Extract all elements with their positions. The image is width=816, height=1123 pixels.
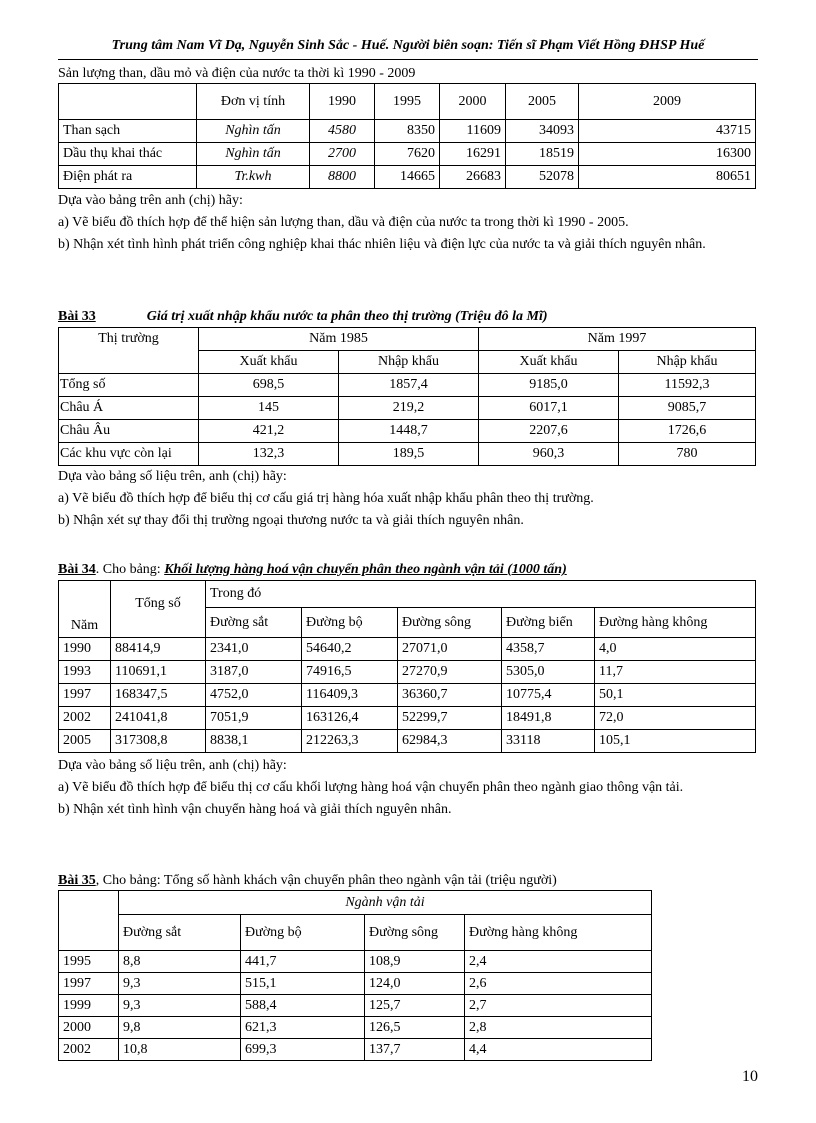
s3-header-row-1: [59, 581, 756, 608]
s3-title: Khối lượng hàng hoá vận chuyển phân theo ngành vận tải (1000 tấn): [164, 562, 567, 577]
s4-cell: 2000: [59, 1017, 119, 1039]
s2-questions: [58, 466, 755, 532]
s2-cell: 421,2: [199, 420, 339, 443]
s2-cell: 960,3: [479, 443, 619, 466]
s4-lead: , Cho bảng: Tổng số hành khách vận chuyển phân theo ngành vận tải (triệu người): [95, 873, 557, 888]
s1-intro: Dựa vào bảng trên anh (chị) hãy:: [58, 193, 243, 208]
s4-table: [58, 890, 652, 1061]
table-row: [59, 973, 652, 995]
s1-table: [58, 83, 756, 189]
s3-cell: 2005: [59, 730, 111, 753]
s3-intro: Dựa vào bảng số liệu trên, anh (chị) hãy:: [58, 758, 287, 773]
s2-h-import: Nhập khẩu: [619, 351, 756, 374]
s3-title-row: [58, 560, 755, 580]
s2-h-market: Thị trường: [59, 328, 199, 374]
s1-cell: 18519: [506, 143, 579, 166]
s3-question-a: a) Vẽ biểu đồ thích hợp để biểu thị cơ cấu khối lượng hàng hoá vận chuyển phân theo ngành giao thông vận tải.: [58, 780, 684, 795]
table-row: [59, 707, 756, 730]
s4-cell: 126,5: [365, 1017, 465, 1039]
s3-cell: 5305,0: [502, 661, 595, 684]
s2-title-row: [58, 307, 755, 327]
s2-h-1997: Năm 1997: [479, 328, 756, 351]
s1-cell: 7620: [375, 143, 440, 166]
s1-cell: Tr.kwh: [197, 166, 310, 189]
s1-cell: 43715: [579, 120, 756, 143]
s4-h-col: Đường sắt: [119, 915, 241, 951]
header-rule: [58, 59, 758, 60]
s3-questions: [58, 755, 755, 821]
s4-cell: 108,9: [365, 951, 465, 973]
table-row: [59, 951, 652, 973]
s1-question-b: b) Nhận xét tình hình phát triển công nghiệp khai thác nhiên liệu và điện lực của nước ta và giải thích nguyên nhân.: [58, 237, 706, 252]
s3-cell: 241041,8: [111, 707, 206, 730]
s1-h5: 2005: [506, 84, 579, 120]
s3-cell: 72,0: [595, 707, 756, 730]
s4-cell: 4,4: [465, 1039, 652, 1061]
s4-header-row-1: [59, 891, 652, 915]
s3-h-col: Đường sông: [398, 608, 502, 638]
s1-cell: 11609: [440, 120, 506, 143]
s3-cell: 62984,3: [398, 730, 502, 753]
s2-h-1985: Năm 1985: [199, 328, 479, 351]
s1-cell: Nghìn tấn: [197, 120, 310, 143]
s4-header-row-2: [59, 915, 652, 951]
s3-cell: 36360,7: [398, 684, 502, 707]
s2-h-export: Xuất khẩu: [199, 351, 339, 374]
s3-h-col: Đường hàng không: [595, 608, 756, 638]
table-row: [59, 730, 756, 753]
s3-cell: 33118: [502, 730, 595, 753]
s3-cell: 3187,0: [206, 661, 302, 684]
s1-h4: 2000: [440, 84, 506, 120]
s4-cell: 1997: [59, 973, 119, 995]
s1-cell: 34093: [506, 120, 579, 143]
s4-cell: 1995: [59, 951, 119, 973]
s2-table: [58, 327, 756, 466]
s1-h1: Đơn vị tính: [197, 84, 310, 120]
s3-lead: . Cho bảng:: [95, 562, 165, 577]
table-row: [59, 1039, 652, 1061]
table-row: [59, 420, 756, 443]
s3-cell: 1993: [59, 661, 111, 684]
s3-cell: 4358,7: [502, 638, 595, 661]
s3-h-among: Trong đó: [206, 581, 756, 608]
table-row: [59, 374, 756, 397]
s1-cell: 8800: [310, 166, 375, 189]
s4-cell: 8,8: [119, 951, 241, 973]
s1-title: Sản lượng than, dầu mỏ và điện của nước ta thời kì 1990 - 2009: [58, 66, 416, 81]
s4-cell: 2,6: [465, 973, 652, 995]
s3-cell: 168347,5: [111, 684, 206, 707]
s2-cell: Châu Âu: [59, 420, 199, 443]
s3-cell: 18491,8: [502, 707, 595, 730]
s4-cell: 441,7: [241, 951, 365, 973]
s1-cell: 8350: [375, 120, 440, 143]
s2-cell: Tổng số: [59, 374, 199, 397]
s4-cell: 137,7: [365, 1039, 465, 1061]
s3-cell: 317308,8: [111, 730, 206, 753]
table-row: [59, 120, 756, 143]
s3-cell: 54640,2: [302, 638, 398, 661]
s1-cell: Dầu thụ khai thác: [59, 143, 197, 166]
s3-question-b: b) Nhận xét tình hình vận chuyển hàng hoá và giải thích nguyên nhân.: [58, 802, 452, 817]
s4-cell: 2002: [59, 1039, 119, 1061]
s3-cell: 10775,4: [502, 684, 595, 707]
table-row: [59, 166, 756, 189]
s1-cell: Điện phát ra: [59, 166, 197, 189]
s3-cell: 27071,0: [398, 638, 502, 661]
s4-cell: 9,3: [119, 973, 241, 995]
s1-h2: 1990: [310, 84, 375, 120]
s2-cell: Các khu vực còn lại: [59, 443, 199, 466]
s3-cell: 110691,1: [111, 661, 206, 684]
s2-cell: 1726,6: [619, 420, 756, 443]
s3-table: [58, 580, 756, 753]
s3-cell: 1997: [59, 684, 111, 707]
s4-cell: 9,8: [119, 1017, 241, 1039]
table-row: [59, 1017, 652, 1039]
s1-cell: 80651: [579, 166, 756, 189]
table-row: [59, 397, 756, 420]
table-row: [59, 661, 756, 684]
s2-cell: 132,3: [199, 443, 339, 466]
table-row: [59, 684, 756, 707]
s4-title-row: [58, 871, 755, 891]
s2-cell: 219,2: [339, 397, 479, 420]
s3-cell: 11,7: [595, 661, 756, 684]
s1-h3: 1995: [375, 84, 440, 120]
s1-h6: 2009: [579, 84, 756, 120]
s4-cell: 125,7: [365, 995, 465, 1017]
s1-cell: 4580: [310, 120, 375, 143]
table-row: [59, 443, 756, 466]
s3-h-year: Năm: [59, 581, 111, 638]
s4-cell: 621,3: [241, 1017, 365, 1039]
s1-cell: 2700: [310, 143, 375, 166]
s2-title: Giá trị xuất nhập khẩu nước ta phân theo thị trường (Triệu đô la Mĩ): [146, 309, 548, 324]
s3-cell: 7051,9: [206, 707, 302, 730]
page-header: Trung tâm Nam Vĩ Dạ, Nguyễn Sinh Sắc - Huế. Người biên soạn: Tiến sĩ Phạm Viết Hồng ĐHSP Huế: [111, 38, 705, 53]
s4-cell: 2,7: [465, 995, 652, 1017]
s4-cell: 588,4: [241, 995, 365, 1017]
s3-label: Bài 34: [58, 562, 96, 577]
s2-cell: 698,5: [199, 374, 339, 397]
s3-h-col: Đường biển: [502, 608, 595, 638]
s3-cell: 163126,4: [302, 707, 398, 730]
s3-cell: 27270,9: [398, 661, 502, 684]
s2-cell: 9185,0: [479, 374, 619, 397]
s1-cell: 14665: [375, 166, 440, 189]
s3-h-col: Đường bộ: [302, 608, 398, 638]
s2-cell: 11592,3: [619, 374, 756, 397]
s1-cell: Nghìn tấn: [197, 143, 310, 166]
s4-h-col: Đường hàng không: [465, 915, 652, 951]
s4-cell: 124,0: [365, 973, 465, 995]
s3-cell: 1990: [59, 638, 111, 661]
s2-question-a: a) Vẽ biểu đồ thích hợp để biểu thị cơ cấu giá trị hàng hóa xuất nhập khẩu phân theo thị trường.: [58, 491, 594, 506]
s2-cell: 1857,4: [339, 374, 479, 397]
s2-cell: 6017,1: [479, 397, 619, 420]
s4-cell: 699,3: [241, 1039, 365, 1061]
s1-cell: 16300: [579, 143, 756, 166]
s2-cell: 780: [619, 443, 756, 466]
s3-cell: 2002: [59, 707, 111, 730]
s3-cell: 4,0: [595, 638, 756, 661]
s2-cell: 189,5: [339, 443, 479, 466]
s1-cell: 52078: [506, 166, 579, 189]
s1-questions: [58, 190, 755, 256]
s4-h-col: Đường bộ: [241, 915, 365, 951]
table-row: [59, 995, 652, 1017]
s2-cell: 9085,7: [619, 397, 756, 420]
s2-intro: Dựa vào bảng số liệu trên, anh (chị) hãy:: [58, 469, 287, 484]
s3-cell: 212263,3: [302, 730, 398, 753]
s4-cell: 1999: [59, 995, 119, 1017]
s2-header-row-1: [59, 328, 756, 351]
s4-h-empty: [59, 891, 119, 951]
page-number: 10: [742, 1068, 758, 1085]
s3-cell: 52299,7: [398, 707, 502, 730]
s4-cell: 515,1: [241, 973, 365, 995]
table-row: [59, 143, 756, 166]
s3-cell: 4752,0: [206, 684, 302, 707]
s4-cell: 2,8: [465, 1017, 652, 1039]
s3-cell: 74916,5: [302, 661, 398, 684]
s1-question-a: a) Vẽ biểu đồ thích hợp để thể hiện sản lượng than, dầu và điện của nước ta trong thời kì 1990 - 2005.: [58, 215, 629, 230]
s4-h-sector: Ngành vận tải: [119, 891, 652, 915]
s4-cell: 9,3: [119, 995, 241, 1017]
s4-h-col: Đường sông: [365, 915, 465, 951]
s2-cell: 1448,7: [339, 420, 479, 443]
s2-question-b: b) Nhận xét sự thay đổi thị trường ngoại thương nước ta và giải thích nguyên nhân.: [58, 513, 524, 528]
s1-cell: 26683: [440, 166, 506, 189]
s2-cell: 2207,6: [479, 420, 619, 443]
s4-cell: 10,8: [119, 1039, 241, 1061]
s3-h-col: Đường sắt: [206, 608, 302, 638]
s3-cell: 8838,1: [206, 730, 302, 753]
s3-cell: 116409,3: [302, 684, 398, 707]
s3-cell: 105,1: [595, 730, 756, 753]
s1-header-row: [59, 84, 756, 120]
s4-cell: 2,4: [465, 951, 652, 973]
s2-cell: 145: [199, 397, 339, 420]
table-row: [59, 638, 756, 661]
s3-cell: 50,1: [595, 684, 756, 707]
s2-h-import: Nhập khẩu: [339, 351, 479, 374]
s4-label: Bài 35: [58, 873, 96, 888]
s2-label: Bài 33: [58, 309, 96, 324]
s2-h-export: Xuất khẩu: [479, 351, 619, 374]
s1-cell: Than sạch: [59, 120, 197, 143]
s3-cell: 2341,0: [206, 638, 302, 661]
s1-h0: [59, 84, 197, 120]
s2-cell: Châu Á: [59, 397, 199, 420]
s3-cell: 88414,9: [111, 638, 206, 661]
s1-cell: 16291: [440, 143, 506, 166]
s3-h-total: Tổng số: [111, 581, 206, 638]
